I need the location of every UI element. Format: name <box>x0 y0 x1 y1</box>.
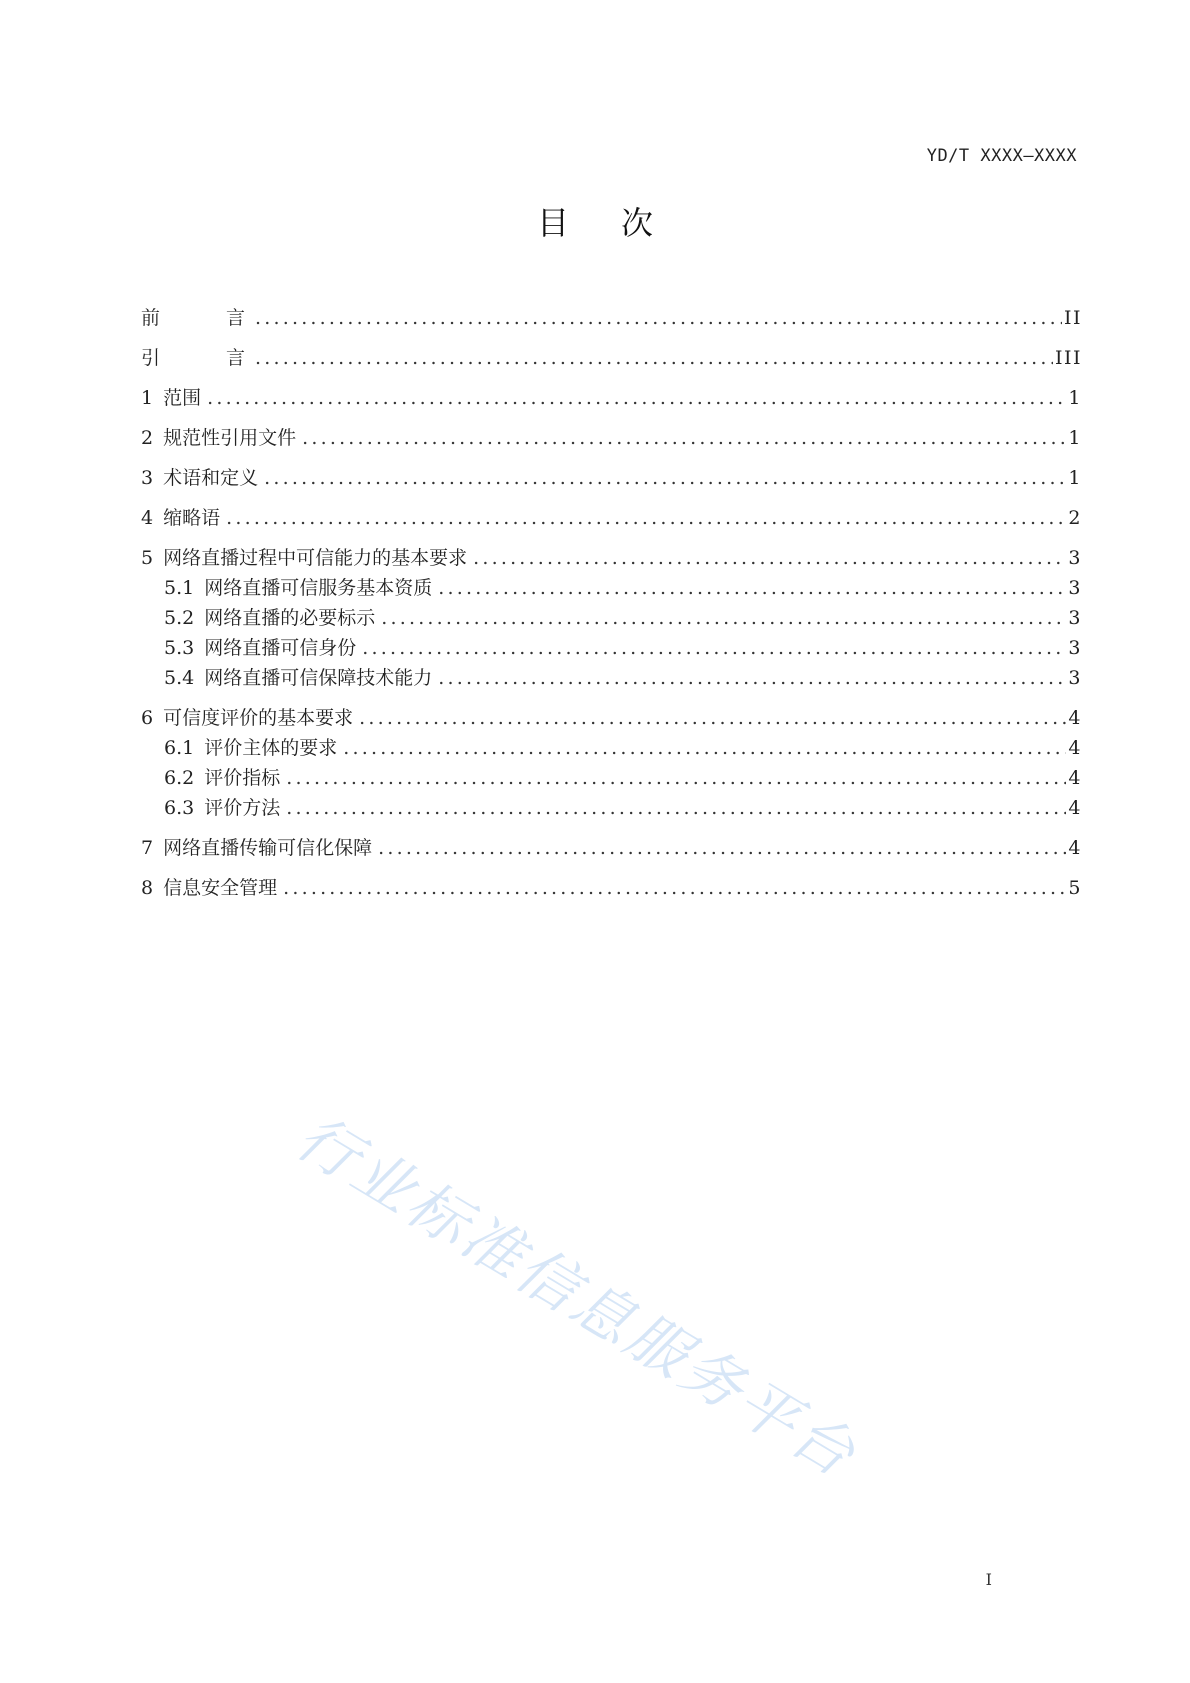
toc-entry-number: 6 <box>141 707 154 729</box>
page-number: I <box>985 1570 992 1589</box>
toc-dot-leader <box>226 505 1066 531</box>
toc-entry-title <box>141 505 226 531</box>
toc-entry-title <box>141 305 255 331</box>
toc-entry-number: 5.1 <box>164 577 195 599</box>
toc-entry-title <box>141 545 473 571</box>
toc-entry[interactable] <box>141 635 1082 661</box>
toc-entry-number: 6.3 <box>164 797 195 819</box>
toc-entry-title <box>164 765 286 791</box>
toc-entry-page: 4 <box>1068 837 1082 859</box>
toc-entry-page: 2 <box>1068 507 1082 529</box>
toc-entry[interactable] <box>141 575 1082 601</box>
toc-dot-leader <box>378 835 1066 861</box>
toc-entry[interactable] <box>141 305 1082 331</box>
toc-entry-page: 4 <box>1068 767 1082 789</box>
toc-dot-leader <box>343 735 1066 761</box>
toc-entry-label: 网络直播可信保障技术能力 <box>204 667 433 689</box>
toc-entry-title <box>141 345 255 371</box>
toc-entry-page: 4 <box>1068 737 1082 759</box>
toc-entry-label: 网络直播可信身份 <box>204 637 357 659</box>
toc-dot-leader <box>264 465 1066 491</box>
toc-entry-page: 3 <box>1068 637 1082 659</box>
toc-entry-page: 3 <box>1068 667 1082 689</box>
toc-entry-label: 信息安全管理 <box>163 877 278 899</box>
toc-entry-label: 术语和定义 <box>163 467 259 489</box>
toc-dot-leader <box>286 765 1066 791</box>
toc-dot-leader <box>438 665 1066 691</box>
toc-entry[interactable] <box>141 835 1082 861</box>
toc-entry-label: 范围 <box>163 387 202 409</box>
toc-entry[interactable] <box>141 765 1082 791</box>
toc-entry-page: 5 <box>1068 877 1082 899</box>
toc-entry-title-char: 前 <box>141 307 161 329</box>
toc-dot-leader <box>255 345 1053 371</box>
toc-dot-leader <box>359 705 1066 731</box>
toc-entry-number: 6.1 <box>164 737 195 759</box>
toc-entry-label: 评价指标 <box>204 767 281 789</box>
toc-entry-page: 4 <box>1068 797 1082 819</box>
toc-entry-title <box>141 705 359 731</box>
toc-dot-leader <box>362 635 1066 661</box>
toc-entry[interactable] <box>141 795 1082 821</box>
toc-entry-title <box>164 735 343 761</box>
toc-entry-title <box>141 875 283 901</box>
toc-entry-page: 3 <box>1068 577 1082 599</box>
document-code: YD/T XXXX—XXXX <box>926 146 1077 166</box>
toc-dot-leader <box>286 795 1066 821</box>
toc-entry-page: 1 <box>1068 467 1082 489</box>
toc-entry-label: 可信度评价的基本要求 <box>163 707 354 729</box>
toc-entry-title <box>164 665 438 691</box>
toc-entry-page: II <box>1063 307 1082 329</box>
toc-entry-number: 5 <box>141 547 154 569</box>
toc-entry-number: 6.2 <box>164 767 195 789</box>
toc-entry-title-char: 言 <box>225 307 245 329</box>
toc-entry-page: 1 <box>1068 427 1082 449</box>
toc-entry-label: 网络直播可信服务基本资质 <box>204 577 433 599</box>
toc-entry-number: 5.2 <box>164 607 195 629</box>
watermark: 行业标准信息服务平台 <box>284 1102 870 1492</box>
toc-entry-number: 3 <box>141 467 154 489</box>
toc-entry-number: 1 <box>141 387 154 409</box>
toc-entry-title <box>164 605 381 631</box>
toc-title: 目次 <box>536 204 705 242</box>
toc-entry-number: 5.3 <box>164 637 195 659</box>
toc-entry[interactable] <box>141 875 1082 901</box>
toc-entry-page: 3 <box>1068 607 1082 629</box>
toc-entry[interactable] <box>141 345 1082 371</box>
toc-entry-title <box>164 635 362 661</box>
toc-entry-title <box>141 385 207 411</box>
toc-entry-page: 1 <box>1068 387 1082 409</box>
toc-entry-title <box>164 795 286 821</box>
toc-entry[interactable] <box>141 385 1082 411</box>
toc-entry-number: 8 <box>141 877 154 899</box>
toc-entry[interactable] <box>141 665 1082 691</box>
toc-entry-label: 缩略语 <box>163 507 221 529</box>
toc-entry-title <box>141 465 264 491</box>
toc-entry[interactable] <box>141 735 1082 761</box>
toc-entry-label: 网络直播的必要标示 <box>204 607 376 629</box>
toc-entry-number: 7 <box>141 837 154 859</box>
toc-entry-label: 规范性引用文件 <box>163 427 297 449</box>
toc-entry-page: 4 <box>1068 707 1082 729</box>
toc-entry-label: 网络直播过程中可信能力的基本要求 <box>163 547 468 569</box>
toc-entry[interactable] <box>141 425 1082 451</box>
toc-entry-label: 评价主体的要求 <box>204 737 338 759</box>
toc-entry-page: III <box>1054 347 1082 369</box>
toc-entry-title-char: 引 <box>141 347 161 369</box>
toc-dot-leader <box>438 575 1066 601</box>
toc-entry-label: 网络直播传输可信化保障 <box>163 837 373 859</box>
toc-dot-leader <box>255 305 1062 331</box>
toc-entry-title <box>164 575 438 601</box>
toc-dot-leader <box>302 425 1066 451</box>
toc-entry[interactable] <box>141 505 1082 531</box>
toc-entry-title-char: 言 <box>225 347 245 369</box>
toc-entry-number: 2 <box>141 427 154 449</box>
toc-dot-leader <box>381 605 1066 631</box>
toc-entry-number: 4 <box>141 507 154 529</box>
toc-entry[interactable] <box>141 605 1082 631</box>
toc-entry-label: 评价方法 <box>204 797 281 819</box>
toc-entry-page: 3 <box>1068 547 1082 569</box>
toc-dot-leader <box>207 385 1066 411</box>
toc-dot-leader <box>283 875 1066 901</box>
table-of-contents <box>141 305 1082 901</box>
toc-entry-title <box>141 835 378 861</box>
toc-entry-number: 5.4 <box>164 667 195 689</box>
toc-entry[interactable] <box>141 545 1082 571</box>
toc-entry[interactable] <box>141 705 1082 731</box>
toc-entry[interactable] <box>141 465 1082 491</box>
toc-entry-title <box>141 425 302 451</box>
toc-dot-leader <box>473 545 1066 571</box>
